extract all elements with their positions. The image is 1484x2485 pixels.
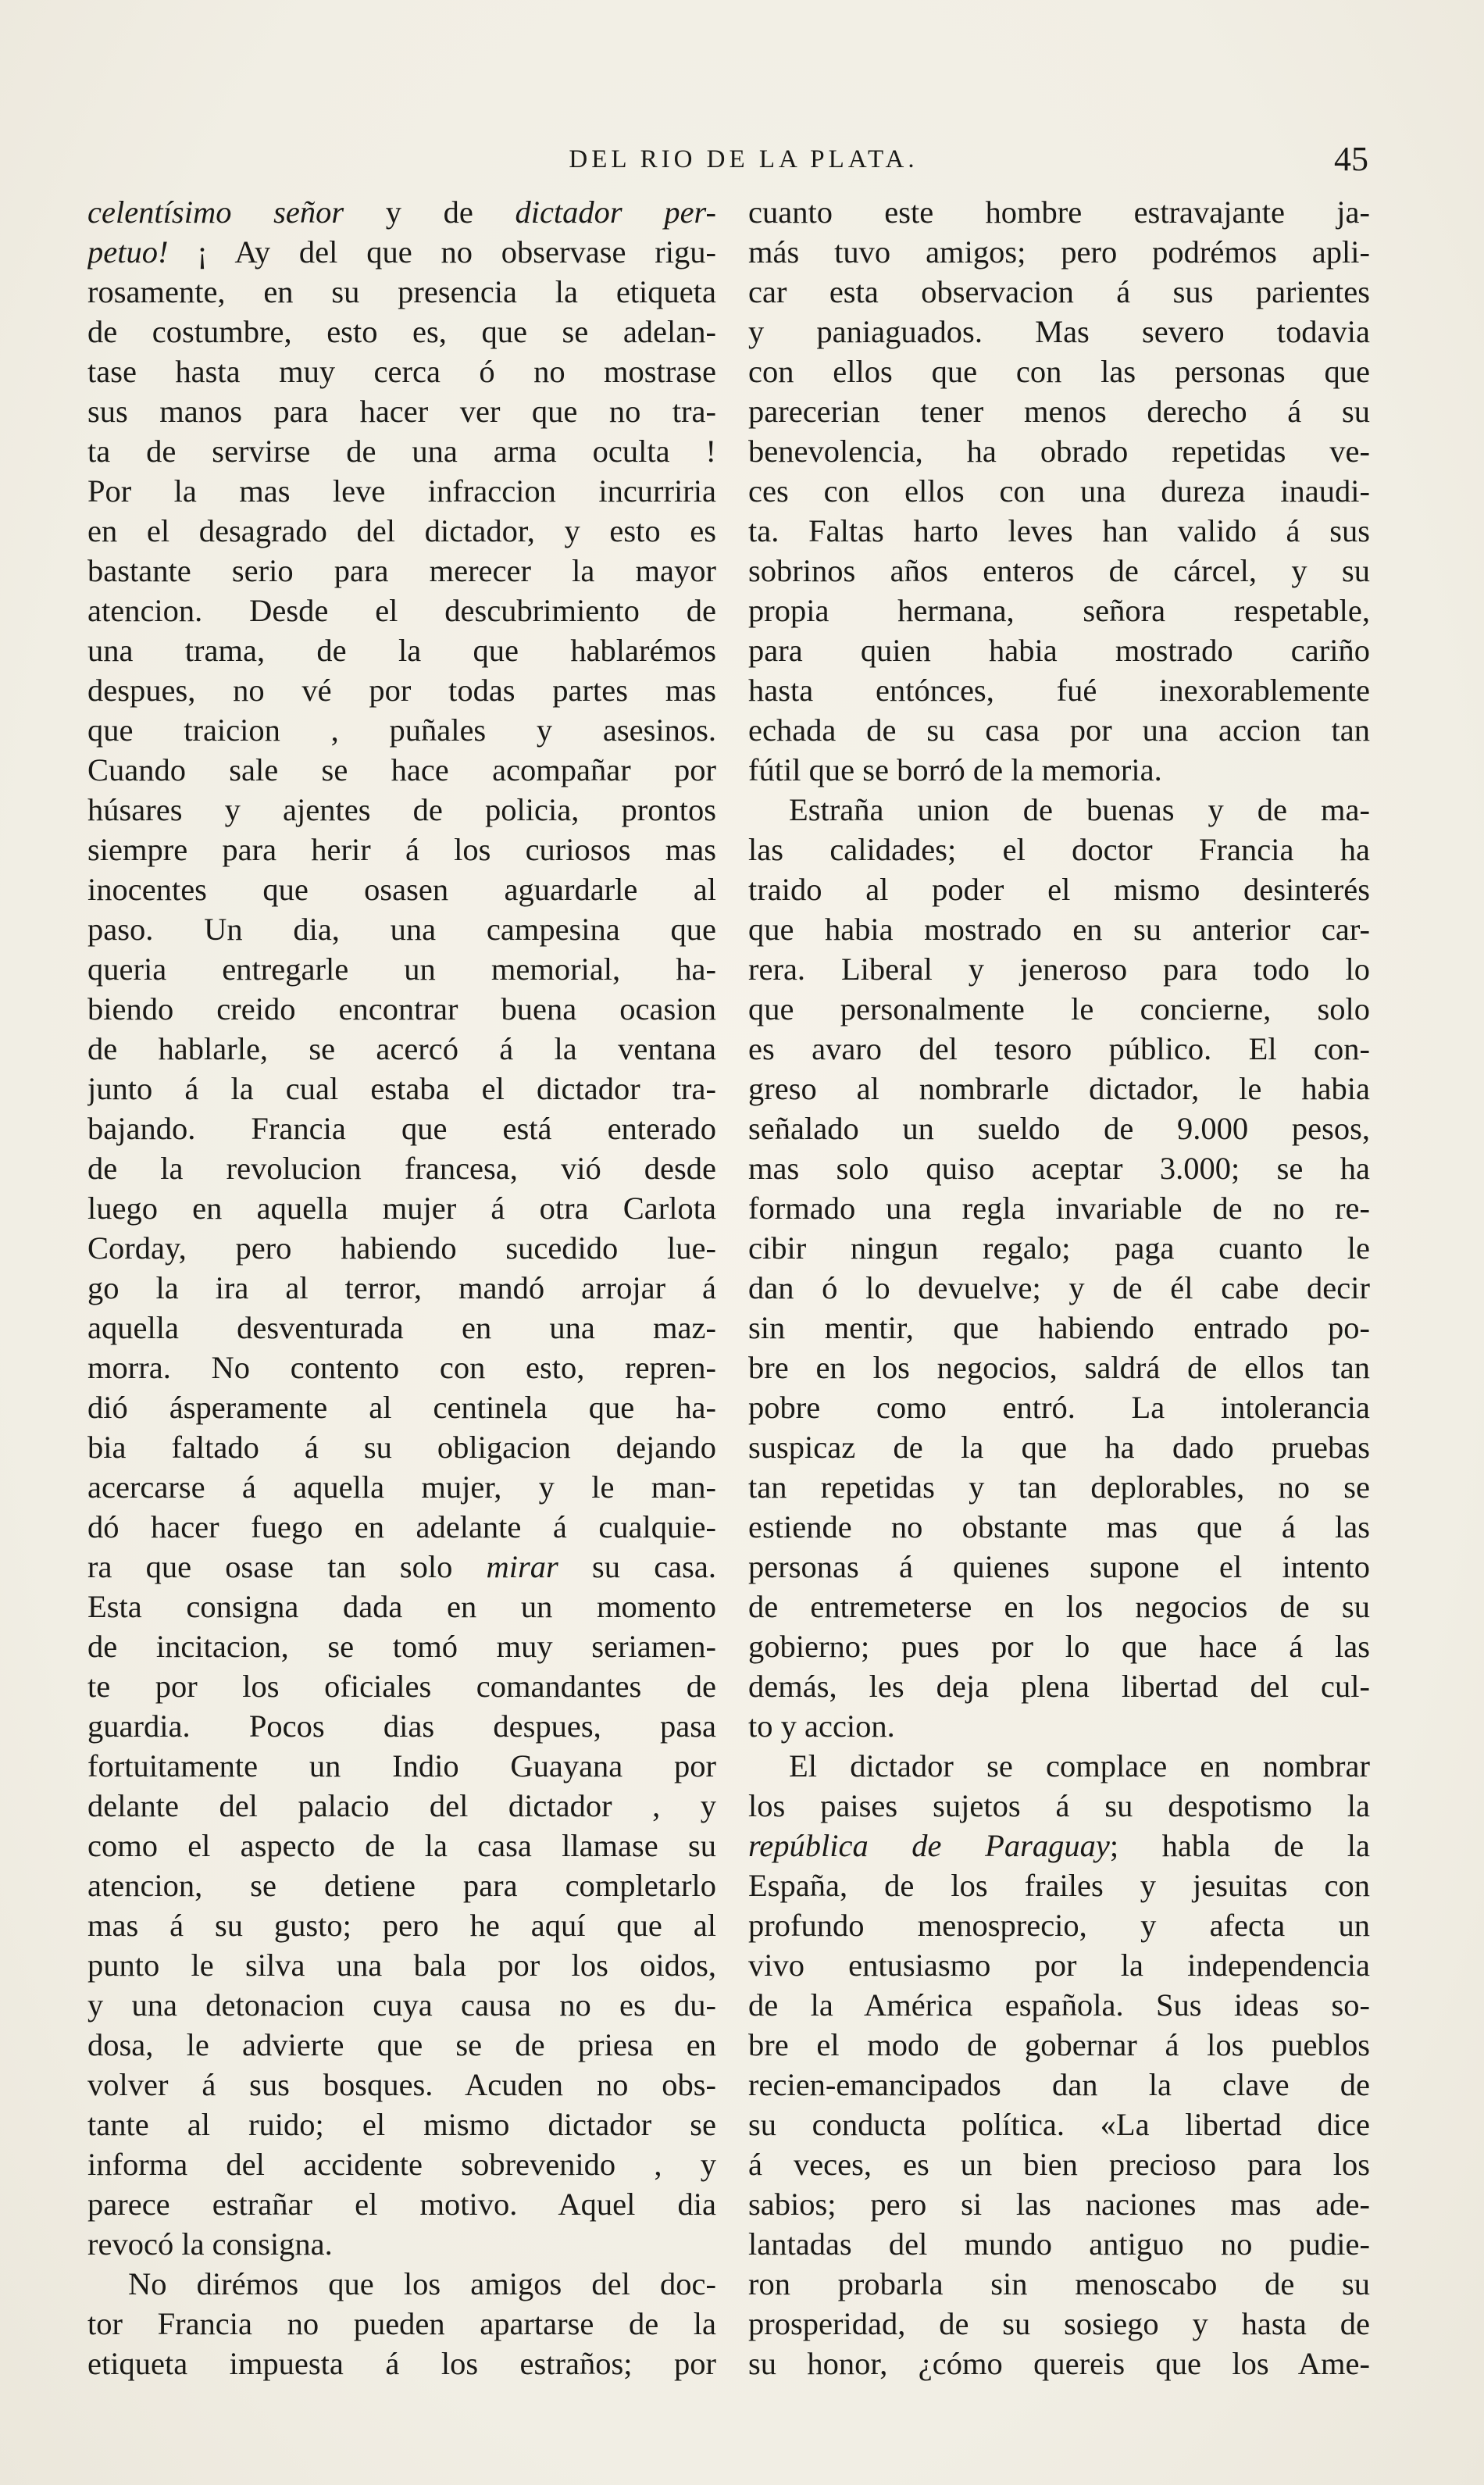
text-segment: dosa, le advierte que se de priesa en	[87, 2027, 716, 2062]
text-segment: ces con ellos con una dureza inaudi-	[748, 473, 1370, 509]
text-line	[748, 1985, 1370, 2025]
text-segment: fortuitamente un Indio Guayana por	[87, 1748, 716, 1783]
text-line	[748, 2144, 1370, 2184]
text-segment: es avaro del tesoro público. El con-	[748, 1031, 1370, 1066]
text-line	[748, 511, 1370, 551]
text-segment: propia hermana, señora respetable,	[748, 593, 1370, 628]
text-segment: sus manos para hacer ver que no tra-	[87, 394, 716, 429]
text-segment: estiende no obstante mas que á las	[748, 1509, 1370, 1544]
text-line	[748, 431, 1370, 471]
text-segment: mirar	[486, 1549, 558, 1584]
text-segment: las calidades; el doctor Francia ha	[748, 832, 1370, 867]
text-line	[87, 591, 716, 630]
text-segment: guardia. Pocos dias despues, pasa	[87, 1708, 716, 1744]
text-segment: de costumbre, esto es, que se adelan-	[87, 314, 716, 349]
text-segment: ¡ Ay del que no observase rigu-	[168, 234, 716, 270]
text-line	[87, 232, 716, 272]
text-segment: ta. Faltas harto leves han valido á sus	[748, 513, 1370, 548]
text-segment: rosamente, en su presencia la etiqueta	[87, 274, 716, 309]
text-line	[748, 2264, 1370, 2304]
text-line	[748, 1706, 1370, 1746]
text-line	[748, 1069, 1370, 1109]
text-segment: demás, les deja plena libertad del cul-	[748, 1669, 1370, 1704]
text-column-right	[748, 192, 1370, 2381]
text-line	[87, 1188, 716, 1228]
text-segment: de la América española. Sus ideas so-	[748, 1987, 1370, 2023]
text-segment: Por la mas leve infraccion incurriria	[87, 473, 716, 509]
text-segment: señalado un sueldo de 9.000 pesos,	[748, 1111, 1370, 1146]
text-segment: paso. Un dia, una campesina que	[87, 912, 716, 947]
text-line	[748, 869, 1370, 909]
text-segment: tase hasta muy cerca ó no mostrase	[87, 354, 716, 389]
text-segment: siempre para herir á los curiosos mas	[87, 832, 716, 867]
text-segment: informa del accidente sobrevenido , y	[87, 2147, 716, 2182]
text-segment: más tuvo amigos; pero podrémos apli-	[748, 234, 1370, 270]
text-line	[748, 1029, 1370, 1069]
text-segment: bastante serio para merecer la mayor	[87, 553, 716, 588]
text-segment: biendo creido encontrar buena ocasion	[87, 991, 716, 1026]
text-segment: bre el modo de gobernar á los pueblos	[748, 2027, 1370, 2062]
text-line	[87, 1945, 716, 1985]
text-segment: atencion, se detiene para completarlo	[87, 1868, 716, 1903]
text-segment: personas á quienes supone el intento	[748, 1549, 1370, 1584]
text-segment: con ellos que con las personas que	[748, 354, 1370, 389]
text-segment: to y accion.	[748, 1708, 895, 1744]
text-segment: rera. Liberal y jeneroso para todo lo	[748, 952, 1370, 987]
text-line	[748, 1427, 1370, 1467]
text-segment: traido al poder el mismo desinterés	[748, 872, 1370, 907]
text-line	[87, 2224, 716, 2264]
text-line	[748, 1467, 1370, 1507]
text-line	[748, 1109, 1370, 1148]
text-segment: morra. No contento con esto, repren-	[87, 1350, 716, 1385]
text-line	[748, 630, 1370, 670]
text-line	[748, 1746, 1370, 1786]
text-line	[748, 2105, 1370, 2144]
text-line	[748, 192, 1370, 232]
text-segment: de hablarle, se acercó á la ventana	[87, 1031, 716, 1066]
text-line	[87, 1387, 716, 1427]
text-line	[87, 312, 716, 352]
text-segment: hasta entónces, fué inexorablemente	[748, 673, 1370, 708]
text-segment: parece estrañar el motivo. Aquel dia	[87, 2187, 716, 2222]
text-line	[748, 352, 1370, 391]
text-line	[87, 1268, 716, 1308]
text-segment: bajando. Francia que está enterado	[87, 1111, 716, 1146]
text-line	[87, 2144, 716, 2184]
text-line	[87, 1905, 716, 1945]
text-segment: petuo!	[87, 234, 169, 270]
page-number: 45	[1334, 140, 1368, 178]
text-segment: prosperidad, de su sosiego y hasta de	[748, 2306, 1370, 2341]
text-segment: una trama, de la que hablarémos	[87, 633, 716, 668]
text-segment: dictador per-	[515, 195, 716, 230]
text-line	[748, 1308, 1370, 1348]
text-segment: en el desagrado del dictador, y esto es	[87, 513, 716, 548]
text-segment: cibir ningun regalo; paga cuanto le	[748, 1230, 1370, 1266]
text-line	[748, 909, 1370, 949]
text-line	[748, 1905, 1370, 1945]
text-line	[87, 1626, 716, 1666]
text-segment: Cuando sale se hace acompañar por	[87, 752, 716, 787]
text-line	[87, 949, 716, 989]
text-line	[748, 1268, 1370, 1308]
text-segment: para quien habia mostrado cariño	[748, 633, 1370, 668]
text-line	[748, 1507, 1370, 1547]
text-line	[87, 1109, 716, 1148]
text-line	[87, 909, 716, 949]
text-line	[87, 1308, 716, 1348]
text-line	[748, 1866, 1370, 1905]
text-line	[87, 1706, 716, 1746]
text-segment: car esta observacion á sus parientes	[748, 274, 1370, 309]
text-line	[87, 1228, 716, 1268]
text-line	[87, 2304, 716, 2344]
text-segment: los paises sujetos á su despotismo la	[748, 1788, 1370, 1823]
text-line	[87, 830, 716, 869]
text-segment: aquella desventurada en una maz-	[87, 1310, 716, 1345]
text-line	[748, 710, 1370, 750]
text-segment: recien-emancipados dan la clave de	[748, 2067, 1370, 2102]
text-line	[748, 1547, 1370, 1587]
text-line	[87, 1666, 716, 1706]
text-segment: suspicaz de la que ha dado pruebas	[748, 1430, 1370, 1465]
text-segment: gobierno; pues por lo que hace á las	[748, 1629, 1370, 1664]
text-line	[87, 2025, 716, 2065]
text-segment: despues, no vé por todas partes mas	[87, 673, 716, 708]
text-line	[748, 591, 1370, 630]
text-line	[748, 1587, 1370, 1626]
text-line	[87, 750, 716, 790]
text-segment: cuanto este hombre estravajante ja-	[748, 195, 1370, 230]
text-line	[748, 1666, 1370, 1706]
text-segment: revocó la consigna.	[87, 2226, 333, 2262]
text-line	[748, 830, 1370, 869]
text-line	[748, 2344, 1370, 2383]
text-line	[87, 1348, 716, 1387]
text-line	[87, 1547, 716, 1587]
text-line	[87, 710, 716, 750]
text-segment: á veces, es un bien precioso para los	[748, 2147, 1370, 2182]
text-line	[748, 750, 1370, 790]
text-line	[87, 630, 716, 670]
text-segment: profundo menosprecio, y afecta un	[748, 1908, 1370, 1943]
text-segment: parecerian tener menos derecho á su	[748, 394, 1370, 429]
text-line	[87, 1029, 716, 1069]
text-segment: húsares y ajentes de policia, prontos	[87, 792, 716, 827]
text-segment: punto le silva una bala por los oidos,	[87, 1948, 716, 1983]
text-segment: dió ásperamente al centinela que ha-	[87, 1390, 716, 1425]
text-line	[87, 2105, 716, 2144]
text-segment: y paniaguados. Mas severo todavia	[748, 314, 1370, 349]
text-line	[748, 1188, 1370, 1228]
text-line	[87, 391, 716, 431]
text-line	[87, 670, 716, 710]
text-segment: te por los oficiales comandantes de	[87, 1669, 716, 1704]
text-segment: mas á su gusto; pero he aquí que al	[87, 1908, 716, 1943]
text-segment: Estraña union de buenas y de ma-	[789, 792, 1370, 827]
text-line	[87, 790, 716, 830]
text-line	[748, 2025, 1370, 2065]
text-segment: ta de servirse de una arma oculta !	[87, 434, 716, 469]
text-line	[748, 272, 1370, 312]
text-line	[87, 1826, 716, 1866]
text-segment: sabios; pero si las naciones mas ade-	[748, 2187, 1370, 2222]
text-segment: atencion. Desde el descubrimiento de	[87, 593, 716, 628]
text-segment: de la revolucion francesa, vió desde	[87, 1151, 716, 1186]
text-segment: sobrinos años enteros de cárcel, y su	[748, 553, 1370, 588]
text-line	[87, 272, 716, 312]
text-line	[748, 790, 1370, 830]
text-line	[87, 2264, 716, 2304]
text-line	[748, 391, 1370, 431]
text-segment: delante del palacio del dictador , y	[87, 1788, 716, 1823]
text-segment: ; habla de la	[1109, 1828, 1370, 1863]
text-segment: luego en aquella mujer á otra Carlota	[87, 1191, 716, 1226]
text-line	[87, 1746, 716, 1786]
text-segment: su conducta política. «La libertad dice	[748, 2107, 1370, 2142]
text-line	[748, 232, 1370, 272]
text-segment: sin mentir, que habiendo entrado po-	[748, 1310, 1370, 1345]
text-segment: pobre como entró. La intolerancia	[748, 1390, 1370, 1425]
text-line	[748, 1945, 1370, 1985]
text-segment: tan repetidas y tan deplorables, no se	[748, 1469, 1370, 1505]
text-line	[87, 869, 716, 909]
text-segment: tante al ruido; el mismo dictador se	[87, 2107, 716, 2142]
text-line	[87, 471, 716, 511]
text-segment: que personalmente le concierne, solo	[748, 991, 1370, 1026]
text-line	[748, 1228, 1370, 1268]
text-segment: fútil que se borró de la memoria.	[748, 752, 1162, 787]
text-line	[748, 1387, 1370, 1427]
text-segment: etiqueta impuesta á los estraños; por	[87, 2346, 716, 2381]
text-line	[87, 1427, 716, 1467]
text-line	[87, 1985, 716, 2025]
text-segment: y una detonacion cuya causa no es du-	[87, 1987, 716, 2023]
text-segment: que habia mostrado en su anterior car-	[748, 912, 1370, 947]
text-segment: go la ira al terror, mandó arrojar á	[87, 1270, 716, 1305]
text-line	[87, 551, 716, 591]
text-line	[748, 1826, 1370, 1866]
text-line	[87, 2344, 716, 2383]
text-segment: y de	[344, 195, 515, 230]
text-segment: Esta consigna dada en un momento	[87, 1589, 716, 1624]
text-segment: república de Paraguay	[748, 1828, 1110, 1863]
text-segment: dan ó lo devuelve; y de él cabe decir	[748, 1270, 1370, 1305]
text-segment: lantadas del mundo antiguo no pudie-	[748, 2226, 1370, 2262]
text-line	[748, 1348, 1370, 1387]
text-line	[748, 1148, 1370, 1188]
text-line	[748, 1626, 1370, 1666]
text-segment: bre en los negocios, saldrá de ellos tan	[748, 1350, 1370, 1385]
text-line	[87, 989, 716, 1029]
text-line	[87, 2184, 716, 2224]
text-line	[748, 551, 1370, 591]
text-line	[748, 2065, 1370, 2105]
text-line	[87, 1786, 716, 1826]
text-segment: ra que osase tan solo	[87, 1549, 487, 1584]
text-segment: greso al nombrarle dictador, le habia	[748, 1071, 1370, 1106]
text-segment: benevolencia, ha obrado repetidas ve-	[748, 434, 1370, 469]
text-segment: mas solo quiso aceptar 3.000; se ha	[748, 1151, 1370, 1186]
text-segment: formado una regla invariable de no re-	[748, 1191, 1370, 1226]
text-segment: como el aspecto de la casa llamase su	[87, 1828, 716, 1863]
text-line	[87, 192, 716, 232]
text-line	[748, 312, 1370, 352]
text-line	[748, 989, 1370, 1029]
text-segment: junto á la cual estaba el dictador tra-	[87, 1071, 716, 1106]
text-line	[87, 431, 716, 471]
text-segment: queria entregarle un memorial, ha-	[87, 952, 716, 987]
text-segment: echada de su casa por una accion tan	[748, 712, 1370, 748]
text-segment: inocentes que osasen aguardarle al	[87, 872, 716, 907]
text-segment: España, de los frailes y jesuitas con	[748, 1868, 1370, 1903]
text-segment: volver á sus bosques. Acuden no obs-	[87, 2067, 716, 2102]
text-segment: de entremeterse en los negocios de su	[748, 1589, 1370, 1624]
text-segment: acercarse á aquella mujer, y le man-	[87, 1469, 716, 1505]
text-line	[87, 1507, 716, 1547]
text-segment: que traicion , puñales y asesinos.	[87, 712, 716, 748]
text-line	[87, 1148, 716, 1188]
text-segment: No dirémos que los amigos del doc-	[128, 2266, 716, 2301]
text-segment: de incitacion, se tomó muy seriamen-	[87, 1629, 716, 1664]
running-title: DEL RIO DE LA PLATA.	[569, 145, 919, 173]
text-line	[87, 511, 716, 551]
text-segment: bia faltado á su obligacion dejando	[87, 1430, 716, 1465]
text-segment: vivo entusiasmo por la independencia	[748, 1948, 1370, 1983]
text-line	[748, 471, 1370, 511]
text-segment: su casa.	[558, 1549, 716, 1584]
text-line	[748, 949, 1370, 989]
text-column-left	[87, 192, 716, 2381]
text-segment: celentísimo señor	[87, 195, 344, 230]
page-header	[87, 139, 1368, 186]
text-line	[87, 1069, 716, 1109]
text-line	[748, 2224, 1370, 2264]
text-line	[748, 670, 1370, 710]
text-segment: Corday, pero habiendo sucedido lue-	[87, 1230, 716, 1266]
text-segment: dó hacer fuego en adelante á cualquie-	[87, 1509, 716, 1544]
text-segment: ron probarla sin menoscabo de su	[748, 2266, 1370, 2301]
text-segment: El dictador se complace en nombrar	[789, 1748, 1370, 1783]
text-line	[748, 1786, 1370, 1826]
text-segment: tor Francia no pueden apartarse de la	[87, 2306, 716, 2341]
text-line	[748, 2304, 1370, 2344]
text-line	[748, 2184, 1370, 2224]
text-line	[87, 1467, 716, 1507]
text-line	[87, 2065, 716, 2105]
text-line	[87, 1587, 716, 1626]
text-line	[87, 1866, 716, 1905]
text-line	[87, 352, 716, 391]
text-segment: su honor, ¿cómo quereis que los Ame-	[748, 2346, 1370, 2381]
